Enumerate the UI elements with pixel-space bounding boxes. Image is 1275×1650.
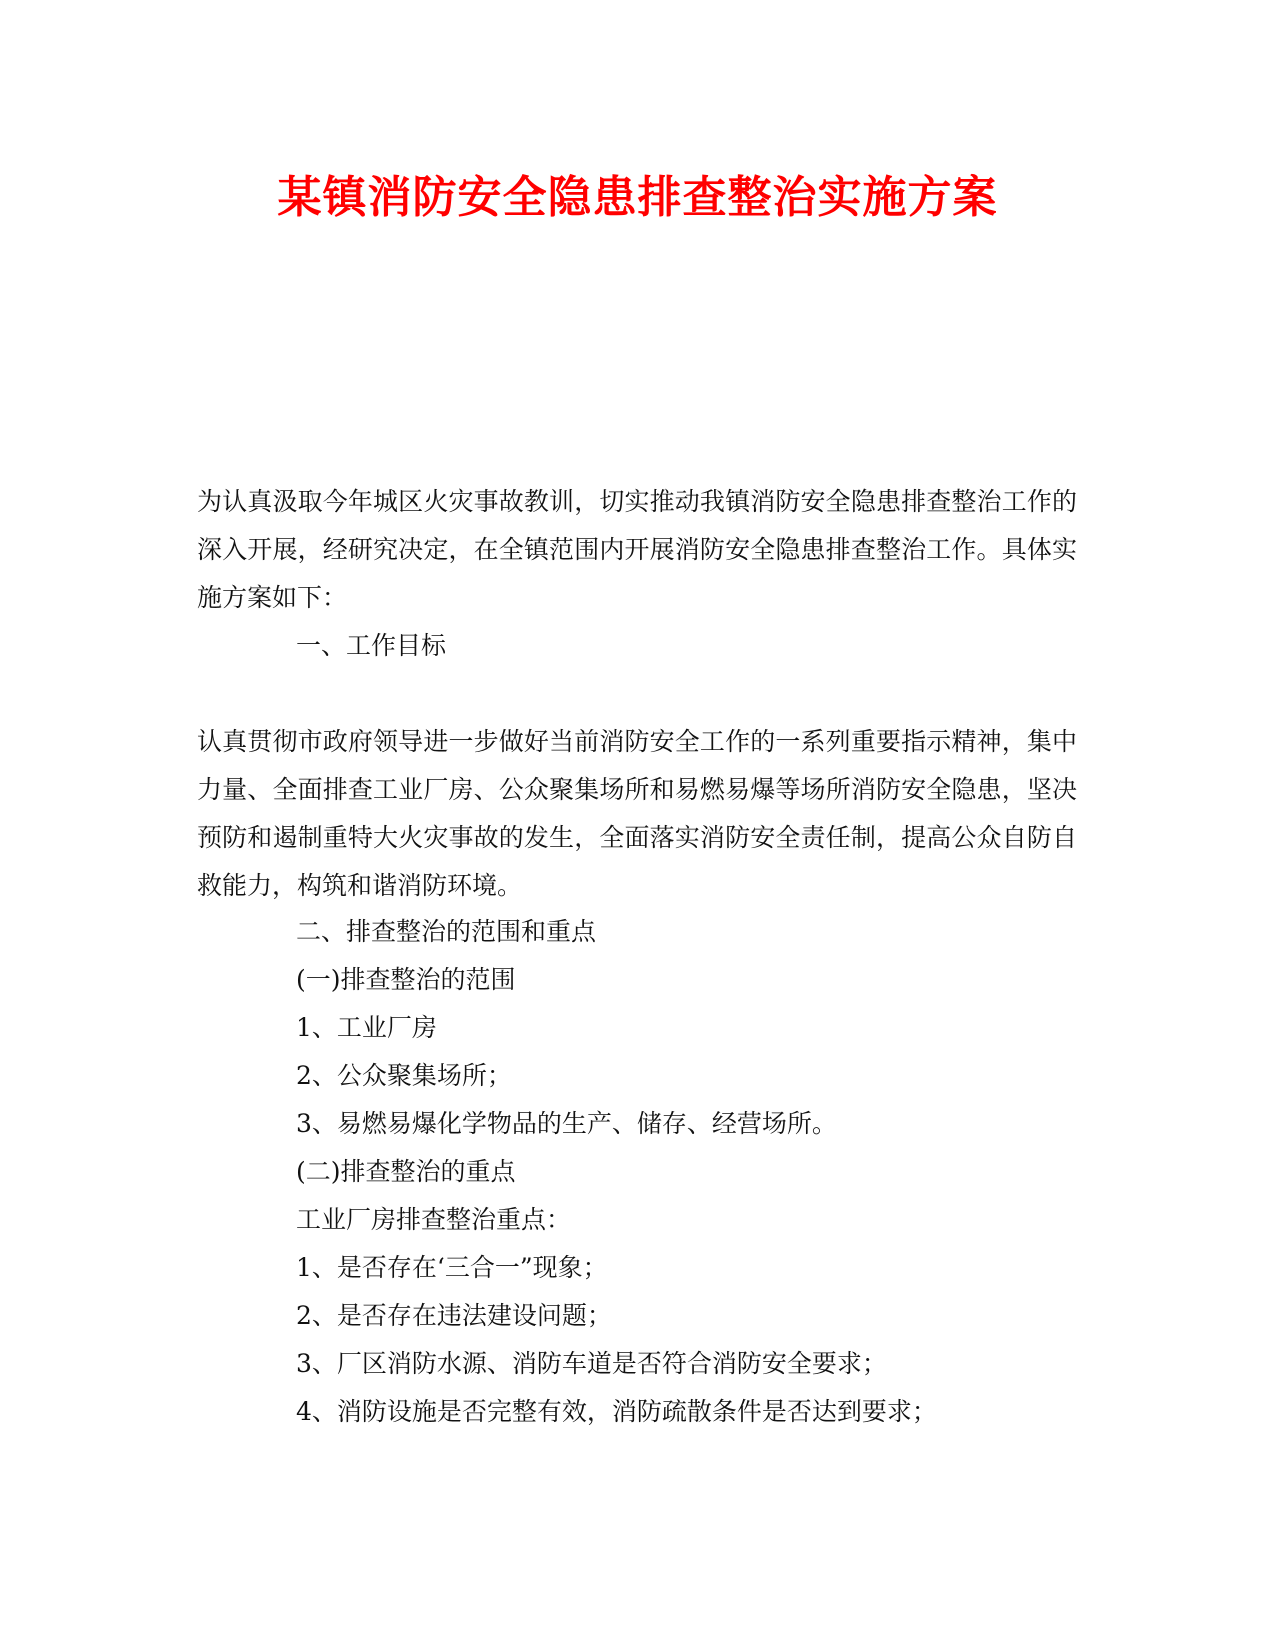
document-title: 某镇消防安全隐患排查整治实施方案: [277, 172, 998, 223]
focus-intro: 工业厂房排查整治重点：: [296, 1205, 572, 1234]
goal-text: 认真贯彻市政府领导进一步做好当前消防安全工作的一系列重要指示精神，集中力量、全面排查工业厂房、公众聚集场所和易燃易爆等场所消防安全隐患，坚决预防和遏制重特大火灾事故的发生，全面落实消防安全责任制，提高公众自防自救能力，构筑和谐消防环境。: [197, 727, 1077, 900]
list-item: 4、消防设施是否完整有效，消防疏散条件是否达到要求；: [296, 1397, 937, 1426]
scope-and-focus-list: [296, 908, 1076, 1436]
subheading-focus: (二)排查整治的重点: [296, 1157, 516, 1186]
intro-text: 为认真汲取今年城区火灾事故教训，切实推动我镇消防安全隐患排查整治工作的深入开展，经研究决定，在全镇范围内开展消防安全隐患排查整治工作。具体实施方案如下：: [197, 487, 1077, 612]
list-item: 1、工业厂房: [296, 1013, 437, 1042]
list-item: 1、是否存在‘三合一”现象；: [296, 1253, 608, 1282]
list-item: 3、厂区消防水源、消防车道是否符合消防安全要求；: [296, 1349, 887, 1378]
list-item: 3、易燃易爆化学物品的生产、储存、经营场所。: [296, 1109, 837, 1138]
list-item: 2、公众聚集场所；: [296, 1061, 512, 1090]
section-heading-scope: 二、排查整治的范围和重点: [296, 917, 597, 946]
section-heading-goal: 一、工作目标: [296, 631, 447, 660]
list-item: 2、是否存在违法建设问题；: [296, 1301, 612, 1330]
goal-paragraph: [197, 718, 1077, 910]
subheading-scope: (一)排查整治的范围: [296, 965, 516, 994]
intro-paragraph: [197, 478, 1077, 622]
